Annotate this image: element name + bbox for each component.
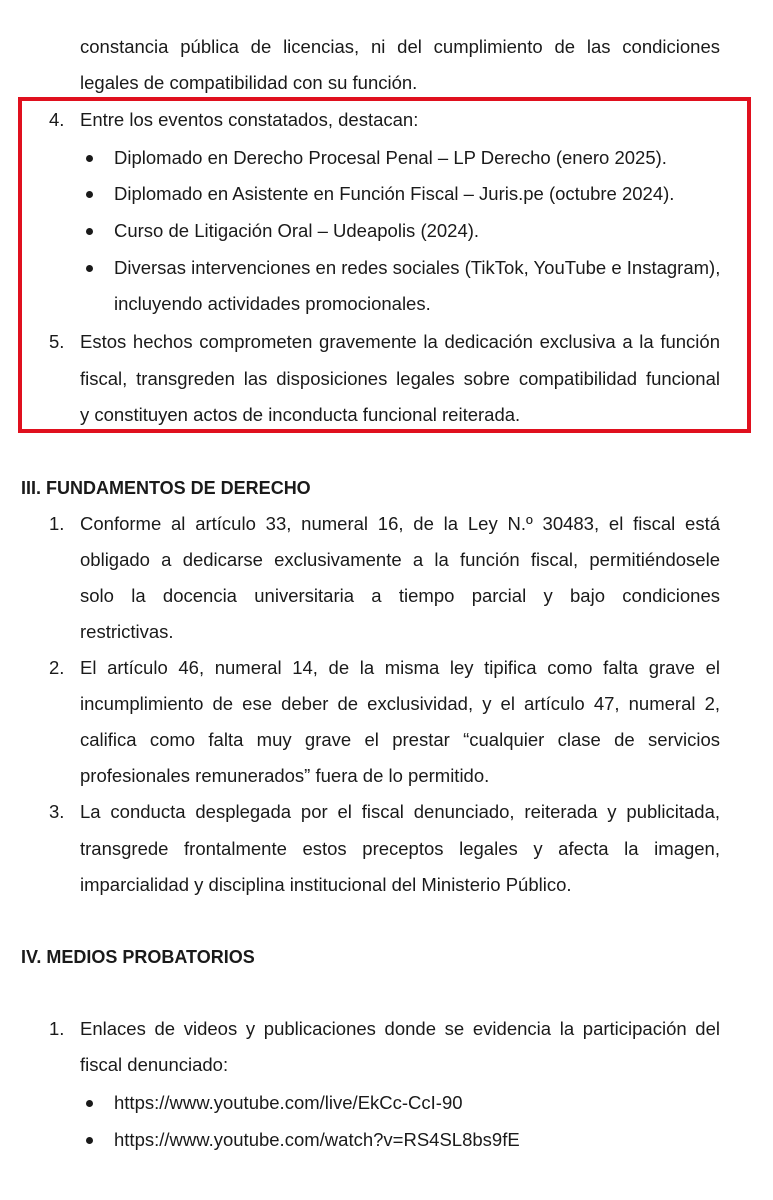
list-number: 3. — [49, 801, 65, 822]
list-item-line: obligado a dedicarse exclusivamente a la función fiscal, permitiéndosele — [80, 549, 720, 570]
list-item-line: Enlaces de videos y publicaciones donde se evidencia la participación del — [80, 1018, 720, 1039]
link-item[interactable]: https://www.youtube.com/live/EkCc-CcI-90 — [114, 1092, 463, 1113]
list-item-text: Entre los eventos constatados, destacan: — [80, 109, 419, 130]
list-item-line: fiscal, transgreden las disposiciones legales sobre compatibilidad funcional — [80, 368, 720, 389]
bullet-icon — [86, 1100, 93, 1107]
list-item-line: Conforme al artículo 33, numeral 16, de la Ley N.º 30483, el fiscal está — [80, 513, 720, 534]
list-item-line: profesionales remunerados” fuera de lo permitido. — [80, 765, 490, 786]
bullet-icon — [86, 1137, 93, 1144]
section-heading: III. FUNDAMENTOS DE DERECHO — [21, 478, 311, 498]
intro-line: constancia pública de licencias, ni del cumplimiento de las condiciones — [80, 36, 720, 57]
list-number: 1. — [49, 1018, 65, 1039]
list-item-line: fiscal denunciado: — [80, 1054, 229, 1075]
list-item-line: solo la docencia universitaria a tiempo parcial y bajo condiciones — [80, 585, 720, 606]
bullet-icon — [86, 155, 93, 162]
list-item-line: La conducta desplegada por el fiscal denunciado, reiterada y publicitada, — [80, 801, 720, 822]
bullet-icon — [86, 228, 93, 235]
link-item[interactable]: https://www.youtube.com/watch?v=RS4SL8bs9fE — [114, 1129, 520, 1150]
bullet-item: Diplomado en Derecho Procesal Penal – LP Derecho (enero 2025). — [114, 147, 667, 168]
list-item-line: incumplimiento de ese deber de exclusividad, y el artículo 47, numeral 2, — [80, 693, 720, 714]
list-item-line: califica como falta muy grave el prestar “cualquier clase de servicios — [80, 729, 720, 750]
bullet-item: Diversas intervenciones en redes sociales (TikTok, YouTube e Instagram), — [114, 257, 721, 278]
list-number: 2. — [49, 657, 65, 678]
bullet-item: Curso de Litigación Oral – Udeapolis (2024). — [114, 220, 480, 241]
list-number: 5. — [49, 331, 65, 352]
bullet-item-continuation: incluyendo actividades promocionales. — [114, 293, 431, 314]
list-item-line: imparcialidad y disciplina institucional del Ministerio Público. — [80, 874, 572, 895]
bullet-icon — [86, 191, 93, 198]
section-heading: IV. MEDIOS PROBATORIOS — [21, 947, 255, 967]
list-item-line: El artículo 46, numeral 14, de la misma ley tipifica como falta grave el — [80, 657, 720, 678]
list-item-line: restrictivas. — [80, 621, 174, 642]
list-item-line: transgrede frontalmente estos preceptos legales y afecta la imagen, — [80, 838, 720, 859]
bullet-item: Diplomado en Asistente en Función Fiscal – Juris.pe (octubre 2024). — [114, 183, 675, 204]
bullet-icon — [86, 265, 93, 272]
intro-line: legales de compatibilidad con su función. — [80, 72, 418, 93]
list-item-line: y constituyen actos de inconducta funcional reiterada. — [80, 404, 521, 425]
list-item-line: Estos hechos comprometen gravemente la dedicación exclusiva a la función — [80, 331, 720, 352]
list-number: 1. — [49, 513, 65, 534]
list-number: 4. — [49, 109, 65, 130]
